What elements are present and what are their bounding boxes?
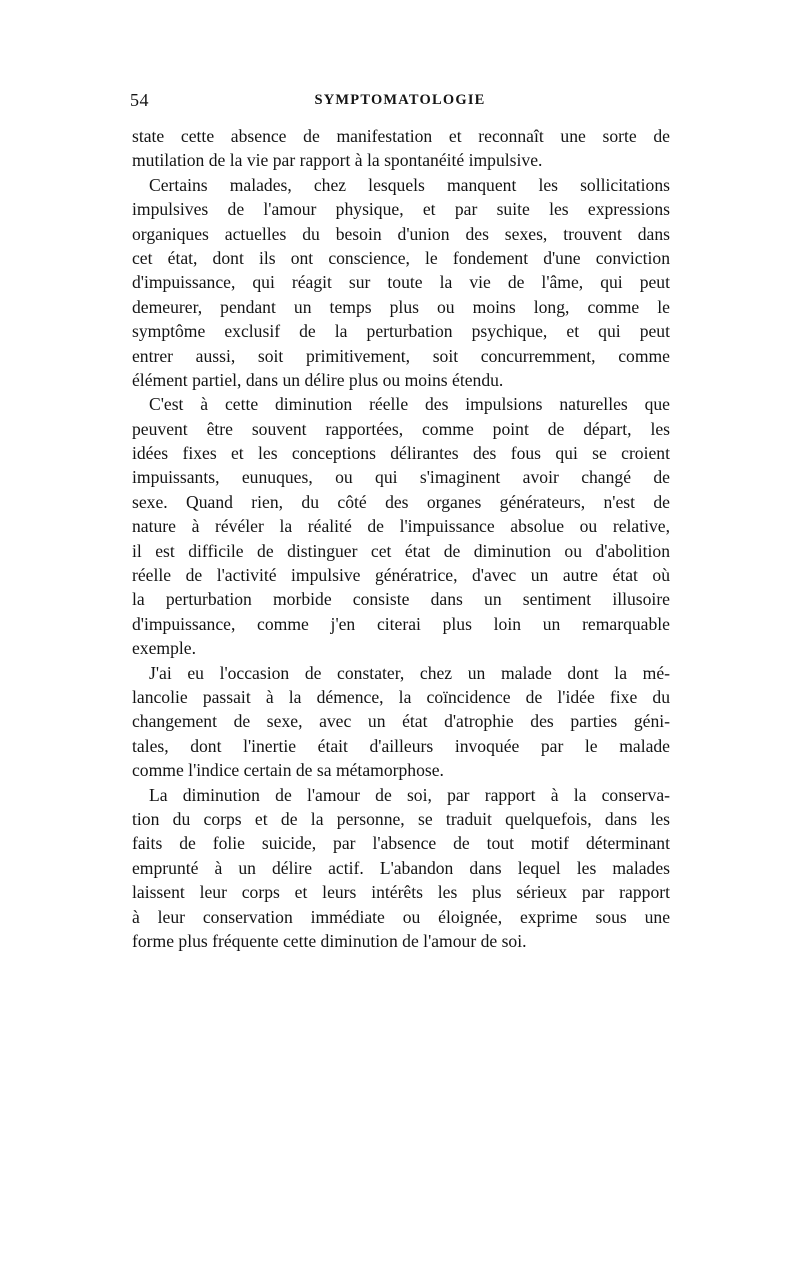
paragraph xyxy=(132,783,670,954)
text-line: C'est à cette diminution réelle des impulsions naturelles que xyxy=(149,394,670,415)
running-title: SYMPTOMATOLOGIE xyxy=(314,92,486,108)
text-line: il est difficile de distinguer cet état de diminution ou d'abolition xyxy=(132,540,670,561)
text-line: d'impuissance, comme j'en citerai plus loin un remarquable xyxy=(132,613,670,634)
text-line: J'ai eu l'occasion de constater, chez un malade dont la mé- xyxy=(149,662,670,683)
text-line: lancolie passait à la démence, la coïncidence de l'idée fixe du xyxy=(132,686,670,707)
text-line: à leur conservation immédiate ou éloignée, exprime sous une xyxy=(132,906,670,927)
text-line: emprunté à un délire actif. L'abandon dans lequel les malades xyxy=(132,857,670,878)
text-line: idées fixes et les conceptions délirantes des fous qui se croient xyxy=(132,443,670,464)
paragraph xyxy=(132,124,670,173)
text-line: la perturbation morbide consiste dans un sentiment illusoire xyxy=(132,589,670,610)
text-line: élément partiel, dans un délire plus ou moins étendu. xyxy=(132,369,504,390)
text-line: entrer aussi, soit primitivement, soit concurremment, comme xyxy=(132,345,670,366)
text-line: faits de folie suicide, par l'absence de tout motif déterminant xyxy=(132,833,670,854)
paragraph xyxy=(132,392,670,660)
text-line: mutilation de la vie par rapport à la spontanéité impulsive. xyxy=(132,150,543,171)
text-line: symptôme exclusif de la perturbation psychique, et qui peut xyxy=(132,321,670,342)
text-line: Certains malades, chez lesquels manquent les sollicitations xyxy=(149,174,670,195)
text-line: nature à révéler la réalité de l'impuissance absolue ou relative, xyxy=(132,516,670,537)
text-line: La diminution de l'amour de soi, par rapport à la conserva- xyxy=(149,784,670,805)
text-line: organiques actuelles du besoin d'union des sexes, trouvent dans xyxy=(132,223,670,244)
text-line: laissent leur corps et leurs intérêts les plus sérieux par rapport xyxy=(132,882,670,903)
text-line: réelle de l'activité impulsive génératrice, d'avec un autre état où xyxy=(132,565,670,586)
body-text xyxy=(132,124,670,953)
text-line: demeurer, pendant un temps plus ou moins long, comme le xyxy=(132,296,670,317)
page-number: 54 xyxy=(130,90,149,110)
text-line: peuvent être souvent rapportées, comme point de départ, les xyxy=(132,418,670,439)
text-line: impuissants, eunuques, ou qui s'imaginent avoir changé de xyxy=(132,467,670,488)
text-line: tion du corps et de la personne, se traduit quelquefois, dans les xyxy=(132,808,670,829)
text-line: sexe. Quand rien, du côté des organes générateurs, n'est de xyxy=(132,491,670,512)
text-line: d'impuissance, qui réagit sur toute la vie de l'âme, qui peut xyxy=(132,272,670,293)
text-line: cet état, dont ils ont conscience, le fondement d'une conviction xyxy=(132,247,670,268)
paragraph xyxy=(132,173,670,393)
text-line: impulsives de l'amour physique, et par suite les expressions xyxy=(132,199,670,220)
text-line: forme plus fréquente cette diminution de l'amour de soi. xyxy=(132,930,527,951)
page-header xyxy=(130,90,670,116)
text-line: comme l'indice certain de sa métamorphose. xyxy=(132,760,444,781)
paragraph xyxy=(132,661,670,783)
text-line: state cette absence de manifestation et reconnaît une sorte de xyxy=(132,126,670,146)
text-line: exemple. xyxy=(132,638,196,659)
text-line: tales, dont l'inertie était d'ailleurs invoquée par le malade xyxy=(132,735,670,756)
text-line: changement de sexe, avec un état d'atrophie des parties géni- xyxy=(132,711,670,732)
